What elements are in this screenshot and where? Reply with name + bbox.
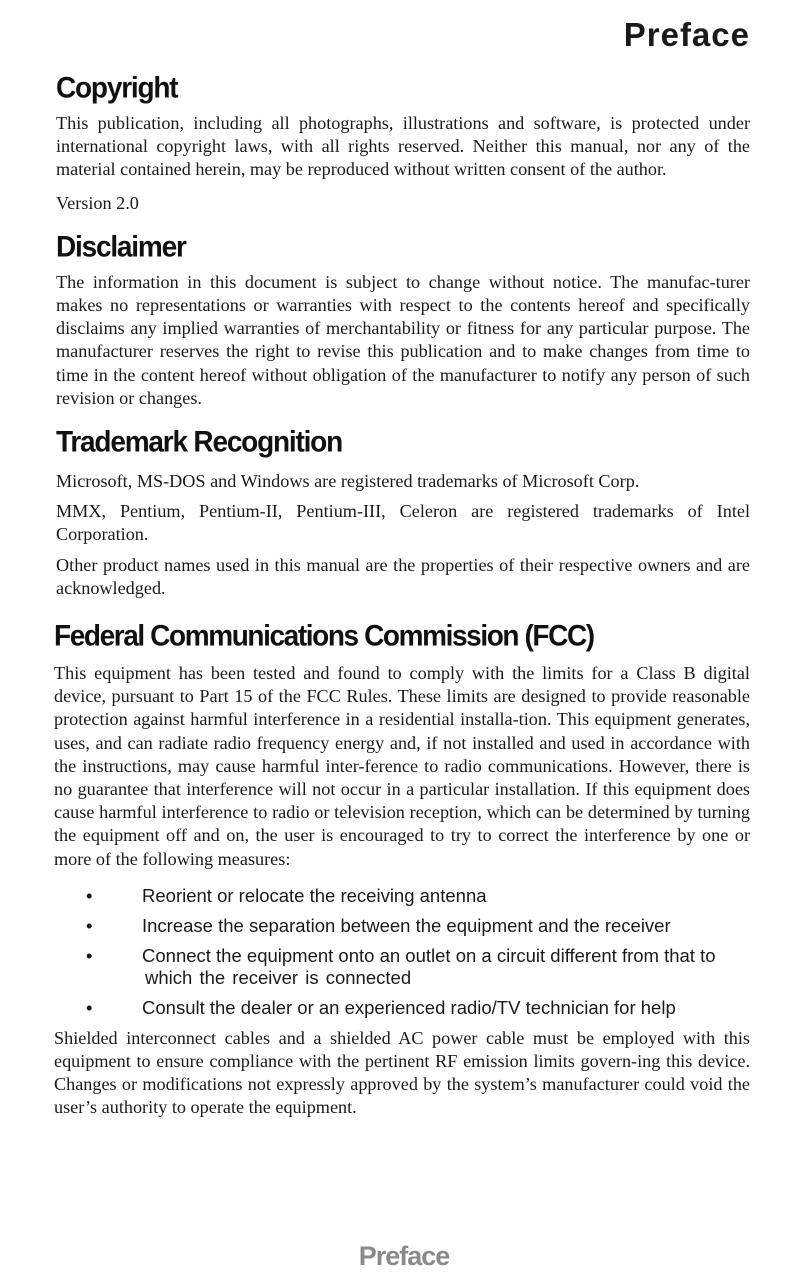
trademark-heading: Trademark Recognition (56, 425, 342, 458)
fcc-closing: Shielded interconnect cables and a shielded AC power cable must be employed with this equipment to ensure compliance with the pertinent RF emission limits govern-ing this device. Changes or modifications not expressly approved by the system’s manufacturer could void the user’s authority to operate the equipment. (54, 1027, 750, 1118)
copyright-section (56, 70, 750, 215)
page-footer-folio: Preface (358, 1241, 450, 1271)
measure-text: Reorient or relocate the receiving antenna (142, 884, 487, 906)
trademark-section (56, 424, 750, 600)
bullet-icon: • (86, 884, 93, 906)
fcc-measures-list (54, 885, 750, 1019)
fcc-intro: This equipment has been tested and found to comply with the limits for a Class B digital device, pursuant to Part 15 of the FCC Rules. These limits are designed to provide reasonable protection against harmful interference in a residential installa-tion. This equipment generates, uses, and can radiate radio frequency energy and, if not installed and used in accordance with the instructions, may cause harmful inter-ference to radio communications. However, there is no guarantee that interference will not occur in a particular installation. If this equipment does cause harmful interference to radio or television reception, which can be determined by turning the equipment off and on, the user is encouraged to try to correct the interference by one or more of the following measures: (54, 663, 750, 869)
trademark-paragraph: MMX, Pentium, Pentium-II, Pentium-III, Celeron are registered trademarks of Intel Corporation. (56, 501, 750, 545)
fcc-heading: Federal Communications Commission (FCC) (54, 619, 594, 652)
list-item (54, 885, 750, 907)
fcc-section (54, 618, 750, 1120)
measure-text: Increase the separation between the equipment and the receiver (142, 914, 671, 936)
page-content (56, 70, 750, 1120)
list-item (54, 915, 750, 937)
list-item (54, 945, 750, 989)
measure-text: Connect the equipment onto an outlet on a circuit different from that to (142, 944, 716, 966)
bullet-icon: • (86, 914, 93, 936)
version-text: Version 2.0 (56, 192, 139, 213)
copyright-heading: Copyright (56, 71, 178, 104)
trademark-paragraph: Other product names used in this manual are the properties of their respective owners and are acknowledged. (56, 554, 750, 598)
disclaimer-body: The information in this document is subject to change without notice. The manufac-turer makes no representations or warranties with respect to the contents hereof and specifically disclaims any implied warranties of merchantability or fitness for any particular purpose. The manufacturer reserves the right to revise this publication and to make changes from time to time in the content hereof without obligation of the manufacturer to notify any person of such revision or changes. (56, 271, 750, 408)
disclaimer-section (56, 229, 750, 410)
list-item (54, 997, 750, 1019)
trademark-paragraph: Microsoft, MS-DOS and Windows are registered trademarks of Microsoft Corp. (56, 471, 640, 492)
copyright-body: This publication, including all photographs, illustrations and software, is protected under international copyright laws, with all rights reserved. Neither this manual, nor any of the material contained herein, may be reproduced without written consent of the author. (56, 113, 750, 180)
measure-text-continued: which the receiver is connected (145, 966, 412, 988)
measure-text: Consult the dealer or an experienced radio/TV technician for help (142, 996, 676, 1018)
bullet-icon: • (86, 996, 93, 1018)
running-head: Preface (623, 16, 750, 53)
bullet-icon: • (86, 944, 93, 966)
disclaimer-heading: Disclaimer (56, 229, 186, 263)
